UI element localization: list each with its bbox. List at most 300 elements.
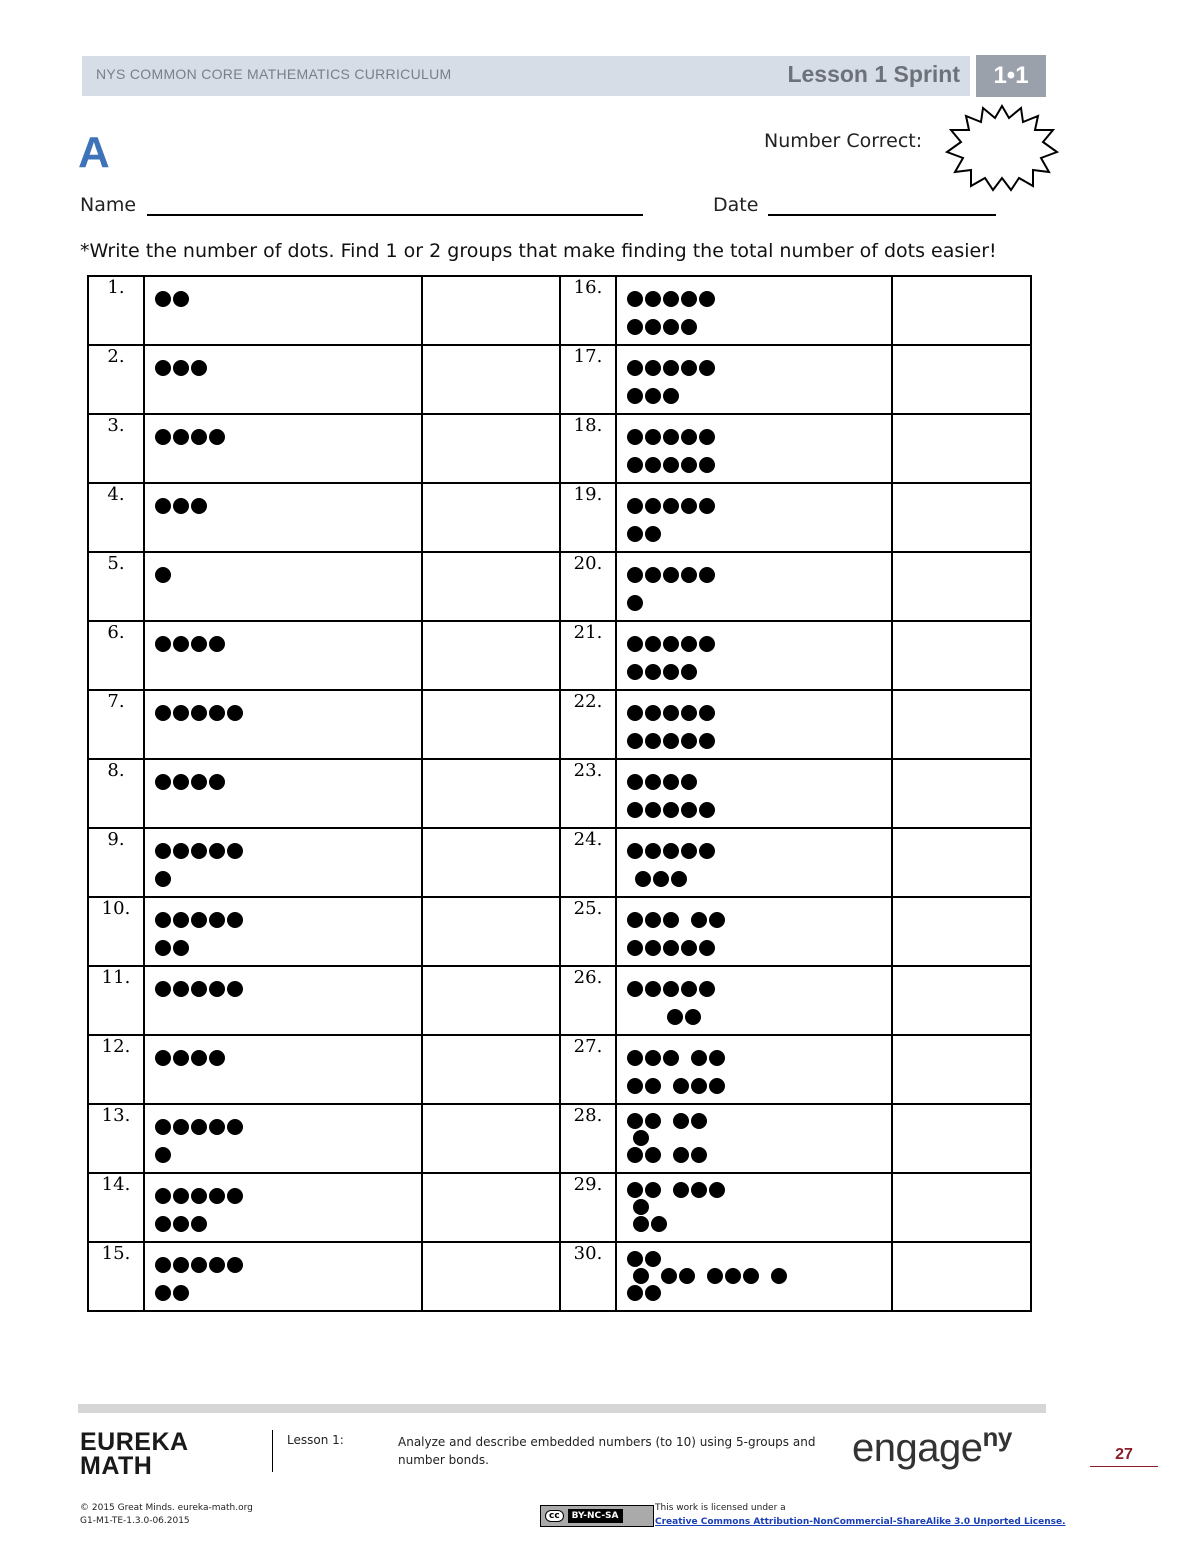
dot <box>645 843 661 859</box>
number-correct-label: Number Correct: <box>764 130 923 152</box>
dot-cell <box>144 345 422 414</box>
dot <box>645 429 661 445</box>
problem-number: 14. <box>88 1173 144 1242</box>
dot <box>699 705 715 721</box>
dot <box>699 457 715 473</box>
problem-number: 23. <box>560 759 616 828</box>
table-row <box>88 621 1031 690</box>
dot <box>691 912 707 928</box>
dot <box>699 843 715 859</box>
dot <box>681 636 697 652</box>
dot <box>209 1188 225 1204</box>
dot <box>681 429 697 445</box>
problem-number: 5. <box>88 552 144 621</box>
problem-number: 29. <box>560 1173 616 1242</box>
dot <box>645 319 661 335</box>
answer-cell[interactable] <box>422 759 560 828</box>
dot-pattern <box>145 898 415 964</box>
name-field[interactable] <box>147 214 643 216</box>
dot-pattern <box>617 346 887 412</box>
dot <box>681 567 697 583</box>
dot <box>663 705 679 721</box>
dot <box>173 940 189 956</box>
dot-pattern <box>145 760 415 826</box>
dot-cell <box>616 690 892 759</box>
problem-number: 12. <box>88 1035 144 1104</box>
dot <box>663 319 679 335</box>
dot <box>663 843 679 859</box>
dot <box>155 1257 171 1273</box>
dot <box>663 912 679 928</box>
dot <box>673 1147 689 1163</box>
dot <box>155 1050 171 1066</box>
answer-cell[interactable] <box>422 690 560 759</box>
dot <box>227 981 243 997</box>
dot <box>645 1182 661 1198</box>
dot-pattern <box>145 415 415 481</box>
problem-number: 6. <box>88 621 144 690</box>
dot <box>173 498 189 514</box>
dot <box>627 636 643 652</box>
dot <box>191 1216 207 1232</box>
dot <box>743 1268 759 1284</box>
cc-license-badge[interactable] <box>540 1505 654 1527</box>
dot <box>699 802 715 818</box>
dot <box>191 774 207 790</box>
problem-number: 25. <box>560 897 616 966</box>
dot <box>681 291 697 307</box>
lesson-title: Lesson 1 Sprint <box>787 61 960 87</box>
answer-cell[interactable] <box>892 1035 1031 1104</box>
dot <box>627 595 643 611</box>
dot <box>155 498 171 514</box>
license-link[interactable]: Creative Commons Attribution-NonCommercial-ShareAlike 3.0 Unported License. <box>655 1517 1066 1527</box>
dot <box>645 457 661 473</box>
dot <box>645 664 661 680</box>
engage-text: engage <box>852 1426 983 1470</box>
dot <box>627 526 643 542</box>
problem-number: 20. <box>560 552 616 621</box>
dot <box>663 388 679 404</box>
answer-cell[interactable] <box>892 345 1031 414</box>
answer-cell[interactable] <box>422 1035 560 1104</box>
dot-pattern <box>145 622 415 688</box>
dot-cell <box>616 828 892 897</box>
dot <box>661 1268 677 1284</box>
dot <box>667 1009 683 1025</box>
dot <box>699 360 715 376</box>
answer-cell[interactable] <box>422 552 560 621</box>
dot <box>627 912 643 928</box>
dot <box>191 498 207 514</box>
dot-cell <box>616 966 892 1035</box>
dot <box>645 1147 661 1163</box>
dot <box>681 457 697 473</box>
dot <box>645 567 661 583</box>
dot-cell <box>144 276 422 345</box>
dot <box>645 774 661 790</box>
dot <box>645 940 661 956</box>
dot <box>155 567 171 583</box>
starburst-icon <box>943 100 1061 192</box>
dot <box>685 1009 701 1025</box>
dot-cell <box>144 759 422 828</box>
dot <box>645 912 661 928</box>
dot <box>645 360 661 376</box>
dot-pattern <box>617 691 887 757</box>
dot <box>709 1078 725 1094</box>
dot <box>681 981 697 997</box>
dot-cell <box>144 966 422 1035</box>
dot <box>671 871 687 887</box>
dot <box>691 1147 707 1163</box>
dot <box>227 1188 243 1204</box>
dot <box>663 981 679 997</box>
cc-icon: cc <box>545 1510 564 1522</box>
dot <box>155 636 171 652</box>
dot <box>627 1285 643 1301</box>
dot <box>191 705 207 721</box>
dot-cell <box>144 483 422 552</box>
dot <box>663 429 679 445</box>
answer-cell[interactable] <box>892 276 1031 345</box>
dot <box>645 526 661 542</box>
dot-cell <box>616 759 892 828</box>
dot-cell <box>144 414 422 483</box>
dot <box>673 1113 689 1129</box>
answer-cell[interactable] <box>892 621 1031 690</box>
dot <box>227 705 243 721</box>
footer-lesson-label: Lesson 1: <box>287 1433 344 1447</box>
table-row <box>88 966 1031 1035</box>
dot <box>699 636 715 652</box>
dot-pattern <box>617 829 887 895</box>
answer-cell[interactable] <box>422 276 560 345</box>
problem-number: 24. <box>560 828 616 897</box>
dot <box>627 802 643 818</box>
dot <box>681 843 697 859</box>
dot <box>691 1113 707 1129</box>
dot-cell <box>616 897 892 966</box>
dot <box>681 733 697 749</box>
dot-cell <box>616 621 892 690</box>
sprint-table <box>87 275 1032 1312</box>
answer-cell[interactable] <box>422 414 560 483</box>
dot-cell <box>144 1173 422 1242</box>
dot-pattern <box>145 1105 415 1171</box>
answer-cell[interactable] <box>892 759 1031 828</box>
module-badge: 1•1 <box>976 55 1046 97</box>
dot <box>633 1268 649 1284</box>
dot <box>155 360 171 376</box>
dot <box>645 1113 661 1129</box>
dot <box>155 1147 171 1163</box>
dot <box>627 843 643 859</box>
dot <box>645 291 661 307</box>
problem-number: 2. <box>88 345 144 414</box>
dot <box>633 1199 649 1215</box>
dot <box>155 912 171 928</box>
dot <box>627 429 643 445</box>
name-label: Name <box>80 194 137 216</box>
dot <box>627 664 643 680</box>
problem-number: 9. <box>88 828 144 897</box>
problem-number: 18. <box>560 414 616 483</box>
problem-number: 15. <box>88 1242 144 1311</box>
dot <box>191 429 207 445</box>
dot-cell <box>144 1104 422 1173</box>
dot <box>627 1182 643 1198</box>
dot-cell <box>144 828 422 897</box>
dot <box>627 705 643 721</box>
dot <box>651 1216 667 1232</box>
footer-divider <box>272 1430 273 1472</box>
dot <box>645 1078 661 1094</box>
dot <box>645 498 661 514</box>
dot <box>155 1285 171 1301</box>
dot <box>663 498 679 514</box>
answer-cell[interactable] <box>892 690 1031 759</box>
dot <box>645 388 661 404</box>
dot <box>155 981 171 997</box>
answer-cell[interactable] <box>892 552 1031 621</box>
engage-ny-text: ny <box>982 1422 1012 1452</box>
problem-number: 19. <box>560 483 616 552</box>
brand-line1: EUREKA <box>80 1428 189 1456</box>
dot <box>173 843 189 859</box>
dot-cell <box>616 345 892 414</box>
dot <box>627 388 643 404</box>
dot <box>627 1147 643 1163</box>
answer-cell[interactable] <box>892 1173 1031 1242</box>
table-row <box>88 1035 1031 1104</box>
dot-pattern <box>145 553 415 619</box>
problem-number: 17. <box>560 345 616 414</box>
dot <box>627 1050 643 1066</box>
dot-cell <box>616 1242 892 1311</box>
dot <box>725 1268 741 1284</box>
dot <box>681 705 697 721</box>
dot-cell <box>144 897 422 966</box>
dot <box>227 843 243 859</box>
table-row <box>88 690 1031 759</box>
dot <box>627 498 643 514</box>
dot <box>627 940 643 956</box>
dot <box>173 774 189 790</box>
dot-pattern <box>617 553 887 619</box>
dot <box>191 1188 207 1204</box>
dot <box>173 291 189 307</box>
dot <box>663 774 679 790</box>
dot <box>645 802 661 818</box>
dot <box>627 567 643 583</box>
answer-cell[interactable] <box>422 1104 560 1173</box>
table-row <box>88 897 1031 966</box>
dot <box>627 1078 643 1094</box>
dot <box>645 733 661 749</box>
table-row <box>88 1173 1031 1242</box>
problem-number: 27. <box>560 1035 616 1104</box>
dot <box>191 912 207 928</box>
dot <box>699 291 715 307</box>
dot-pattern <box>145 1243 415 1309</box>
table-row <box>88 1104 1031 1173</box>
dot <box>673 1078 689 1094</box>
date-field[interactable] <box>768 214 996 216</box>
dot <box>663 291 679 307</box>
dot <box>173 429 189 445</box>
brand-line2: MATH <box>80 1452 153 1480</box>
dot-pattern <box>145 484 415 550</box>
answer-cell[interactable] <box>892 1242 1031 1311</box>
dot <box>209 1119 225 1135</box>
answer-cell[interactable] <box>892 1104 1031 1173</box>
dot-cell <box>144 621 422 690</box>
cc-badge-text: BY-NC-SA <box>568 1509 623 1523</box>
answer-cell[interactable] <box>422 966 560 1035</box>
dot <box>155 774 171 790</box>
dot <box>209 912 225 928</box>
dot <box>699 498 715 514</box>
dot <box>173 636 189 652</box>
dot <box>681 774 697 790</box>
dot <box>627 981 643 997</box>
dot <box>645 1050 661 1066</box>
problem-number: 8. <box>88 759 144 828</box>
dot-cell <box>616 414 892 483</box>
dot <box>663 940 679 956</box>
dot <box>627 360 643 376</box>
dot-pattern <box>145 346 415 412</box>
table-row <box>88 1242 1031 1311</box>
dot <box>155 291 171 307</box>
dot <box>627 457 643 473</box>
answer-cell[interactable] <box>422 345 560 414</box>
answer-cell[interactable] <box>892 483 1031 552</box>
dot <box>663 360 679 376</box>
dot <box>709 912 725 928</box>
dot-pattern <box>617 622 887 688</box>
dot <box>699 429 715 445</box>
dot <box>663 636 679 652</box>
dot-cell <box>144 552 422 621</box>
dot <box>173 912 189 928</box>
dot <box>645 705 661 721</box>
dot <box>227 912 243 928</box>
dot-cell <box>616 552 892 621</box>
dot <box>173 1050 189 1066</box>
dot-pattern <box>617 1036 887 1102</box>
dot <box>173 1285 189 1301</box>
dot <box>627 774 643 790</box>
dot <box>191 1257 207 1273</box>
curriculum-title: NYS COMMON CORE MATHEMATICS CURRICULUM <box>96 66 452 82</box>
dot <box>707 1268 723 1284</box>
problem-number: 10. <box>88 897 144 966</box>
dot <box>173 981 189 997</box>
copyright-line1: © 2015 Great Minds. eureka-math.org <box>80 1503 253 1513</box>
dot-cell <box>144 690 422 759</box>
dot <box>679 1268 695 1284</box>
answer-cell[interactable] <box>892 828 1031 897</box>
dot <box>209 705 225 721</box>
problem-number: 1. <box>88 276 144 345</box>
dot-pattern <box>617 484 887 550</box>
dot <box>691 1050 707 1066</box>
dot <box>191 1050 207 1066</box>
answer-cell[interactable] <box>422 483 560 552</box>
answer-cell[interactable] <box>422 1242 560 1311</box>
dot <box>645 1251 661 1267</box>
answer-cell[interactable] <box>422 828 560 897</box>
dot <box>627 733 643 749</box>
dot-pattern <box>617 1243 887 1309</box>
dot <box>155 843 171 859</box>
dot <box>633 1130 649 1146</box>
table-row <box>88 276 1031 345</box>
dot <box>191 843 207 859</box>
answer-cell[interactable] <box>422 621 560 690</box>
dot <box>699 981 715 997</box>
dot <box>209 429 225 445</box>
dot <box>173 360 189 376</box>
dot <box>663 664 679 680</box>
dot <box>209 981 225 997</box>
dot-cell <box>616 483 892 552</box>
dot <box>155 1188 171 1204</box>
answer-cell[interactable] <box>892 414 1031 483</box>
dot <box>173 1188 189 1204</box>
answer-cell[interactable] <box>422 897 560 966</box>
dot-pattern <box>145 691 415 757</box>
dot-pattern <box>617 760 887 826</box>
answer-cell[interactable] <box>892 966 1031 1035</box>
engageny-logo <box>852 1422 1012 1471</box>
dot <box>691 1078 707 1094</box>
dot <box>227 1257 243 1273</box>
problem-number: 3. <box>88 414 144 483</box>
dot <box>209 774 225 790</box>
problem-number: 30. <box>560 1242 616 1311</box>
dot <box>627 1251 643 1267</box>
dot <box>173 1216 189 1232</box>
dot-cell <box>616 1035 892 1104</box>
footer-lesson-description: Analyze and describe embedded numbers (to 10) using 5-groups and number bonds. <box>398 1435 816 1467</box>
dot-pattern <box>617 898 887 964</box>
problem-number: 11. <box>88 966 144 1035</box>
dot <box>173 1257 189 1273</box>
dot-pattern <box>145 829 415 895</box>
dot <box>699 567 715 583</box>
dot <box>155 705 171 721</box>
answer-cell[interactable] <box>422 1173 560 1242</box>
dot-pattern <box>145 967 415 1033</box>
dot <box>155 1216 171 1232</box>
dot-pattern <box>617 1174 887 1240</box>
dot <box>663 567 679 583</box>
dot <box>645 981 661 997</box>
problem-number: 7. <box>88 690 144 759</box>
answer-cell[interactable] <box>892 897 1031 966</box>
dot <box>681 360 697 376</box>
problem-number: 26. <box>560 966 616 1035</box>
dot-pattern <box>617 1105 887 1171</box>
table-row <box>88 828 1031 897</box>
dot <box>155 871 171 887</box>
dot <box>173 1119 189 1135</box>
dot <box>635 871 651 887</box>
dot <box>663 457 679 473</box>
